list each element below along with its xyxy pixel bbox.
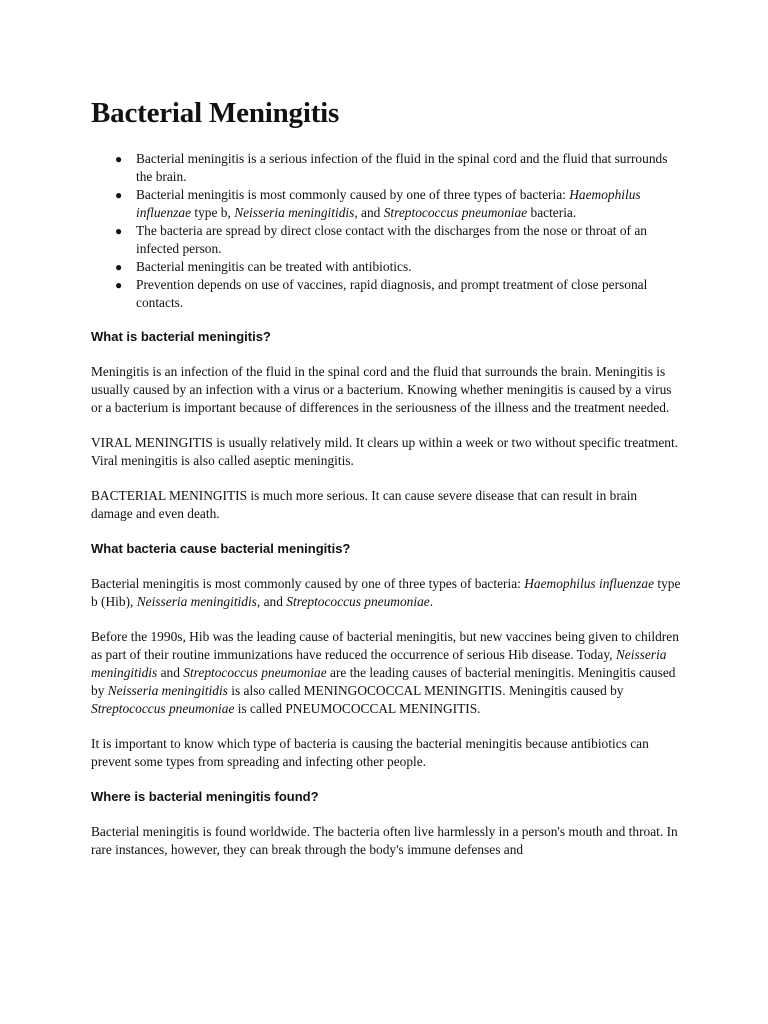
bullet-icon: ● [115, 224, 123, 238]
bacteria-name: Neisseria meningitidis [107, 683, 228, 698]
list-item-text: , and [354, 205, 384, 220]
paragraph-text: Before the 1990s, Hib was the leading cause of bacterial meningitis, but new vaccines being given to children as part of their routine immunizations have reduced the occurrence of serious Hib disease. Today, [91, 629, 679, 662]
paragraph-text: are the leading causes of bacterial meningitis. Meningitis caused by [91, 665, 676, 698]
list-item [115, 276, 681, 312]
list-item-text: bacteria. [527, 205, 577, 220]
paragraph-text: type b (Hib), [91, 576, 681, 609]
list-item-text: The bacteria are spread by direct close contact with the discharges from the nose or throat of an infected person. [136, 223, 647, 256]
paragraph: It is important to know which type of bacteria is causing the bacterial meningitis because antibiotics can prevent some types from spreading and infecting other people. [91, 736, 649, 769]
section-heading-what-is: What is bacterial meningitis? [91, 329, 271, 344]
summary-list [91, 150, 681, 312]
bullet-icon: ● [115, 188, 123, 202]
paragraph-text: is called PNEUMOCOCCAL MENINGITIS. [234, 701, 481, 716]
paragraph [91, 628, 681, 718]
section-heading-what-bacteria: What bacteria cause bacterial meningitis? [91, 541, 351, 556]
bullet-icon: ● [115, 278, 123, 292]
paragraph: Bacterial meningitis is found worldwide. The bacteria often live harmlessly in a person's mouth and throat. In rare instances, however, they can break through the body's immune defenses and [91, 824, 678, 857]
bacteria-name: Haemophilus influenzae [524, 576, 655, 591]
list-item [115, 150, 681, 186]
paragraph: BACTERIAL MENINGITIS is much more serious. It can cause severe disease that can result in brain damage and even death. [91, 488, 638, 521]
bacteria-name: Streptococcus pneumoniae [286, 594, 430, 609]
bacteria-name: Neisseria meningitidis [91, 647, 667, 680]
list-item-text: Prevention depends on use of vaccines, rapid diagnosis, and prompt treatment of close personal contacts. [136, 277, 648, 310]
page-title: Bacterial Meningitis [91, 97, 340, 129]
bullet-icon: ● [115, 152, 123, 166]
document-page [91, 96, 681, 876]
paragraph-text: Bacterial meningitis is most commonly caused by one of three types of bacteria: [91, 576, 525, 591]
list-item [115, 186, 681, 222]
list-item-text: Bacterial meningitis can be treated with antibiotics. [136, 259, 412, 274]
list-item [115, 258, 681, 276]
list-item-text: Bacterial meningitis is most commonly caused by one of three types of bacteria: [136, 187, 570, 202]
section-heading-where-found: Where is bacterial meningitis found? [91, 789, 319, 804]
list-item [115, 222, 681, 258]
paragraph-text: . [429, 594, 434, 609]
paragraph [91, 575, 681, 611]
bacteria-name: Streptococcus pneumoniae [183, 665, 327, 680]
list-item-text: type b, [191, 205, 235, 220]
paragraph-text: and [157, 665, 184, 680]
bacteria-name: Streptococcus pneumoniae [91, 701, 235, 716]
bacteria-name: Haemophilus influenzae [136, 187, 641, 220]
paragraph: VIRAL MENINGITIS is usually relatively mild. It clears up within a week or two without specific treatment. Viral meningitis is also called aseptic meningitis. [91, 435, 679, 468]
bullet-icon: ● [115, 260, 123, 274]
bacteria-name: Neisseria meningitidis [234, 205, 355, 220]
paragraph: Meningitis is an infection of the fluid in the spinal cord and the fluid that surrounds the brain. Meningitis is usually caused by an infection with a virus or a bacterium. Knowing whether meningitis is caused by a virus or a bacterium is important because of differences in the seriousness of the illness and the treatment needed. [91, 364, 672, 415]
paragraph-text: , and [256, 594, 287, 609]
bacteria-name: Streptococcus pneumoniae [383, 205, 528, 220]
bacteria-name: Neisseria meningitidis [136, 594, 257, 609]
list-item-text: Bacterial meningitis is a serious infection of the fluid in the spinal cord and the fluid that surrounds the brain. [136, 151, 668, 184]
paragraph-text: is also called MENINGOCOCCAL MENINGITIS. Meningitis caused by [227, 683, 624, 698]
